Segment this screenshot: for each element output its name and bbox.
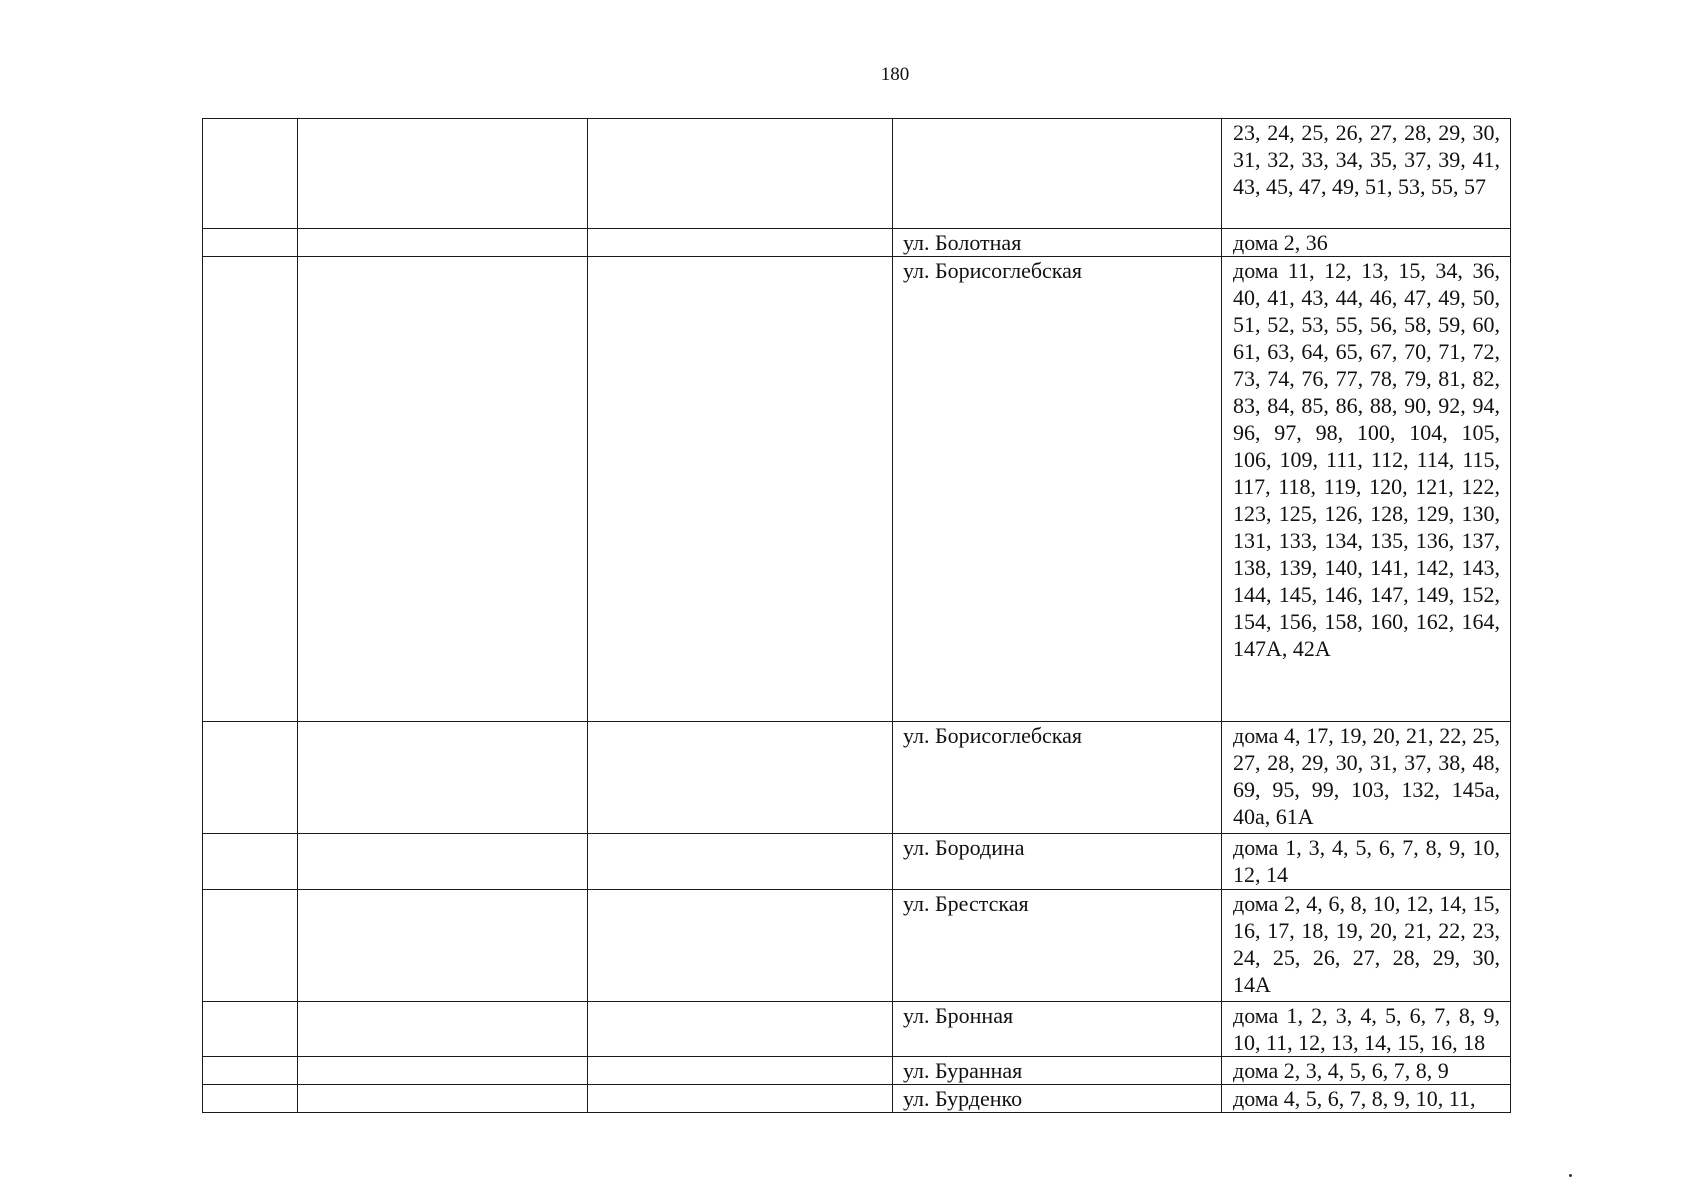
table-cell xyxy=(298,229,588,257)
table-cell xyxy=(588,890,893,1002)
table-cell xyxy=(298,119,588,229)
table-cell xyxy=(588,722,893,834)
houses-cell: дома 11, 12, 13, 15, 34, 36, 40, 41, 43, 44, 46, 47, 49, 50, 51, 52, 53, 55, 56, 58, 59, 60, 61, 63, 64, 65, 67, 70, 71, 72, 73, 74, 76, 77, 78, 79, 81, 82, 83, 84, 85, 86, 88, 90, 92, 94, 96, 97, 98, 100, 104, 105, 106, 109, 111, 112, 114, 115, 117, 118, 119, 120, 121, 122, 123, 125, 126, 128, 129, 130, 131, 133, 134, 135, 136, 137, 138, 139, 140, 141, 142, 143, 144, 145, 146, 147, 149, 152, 154, 156, 158, 160, 162, 164, 147А, 42А xyxy=(1222,257,1511,722)
street-cell: ул. Бородина xyxy=(893,834,1222,890)
table-cell xyxy=(588,229,893,257)
houses-cell: дома 2, 36 xyxy=(1222,229,1511,257)
table-row xyxy=(203,834,1511,890)
table-cell xyxy=(203,119,298,229)
street-cell: ул. Бронная xyxy=(893,1002,1222,1057)
table-cell xyxy=(298,1085,588,1113)
table-cell xyxy=(588,1057,893,1085)
table-row xyxy=(203,1057,1511,1085)
table-row xyxy=(203,229,1511,257)
scan-speck xyxy=(1569,1174,1572,1177)
table-cell xyxy=(588,1085,893,1113)
table-cell xyxy=(588,1002,893,1057)
table-row xyxy=(203,1085,1511,1113)
street-cell: ул. Буранная xyxy=(893,1057,1222,1085)
table-cell xyxy=(298,834,588,890)
houses-cell: 23, 24, 25, 26, 27, 28, 29, 30, 31, 32, 33, 34, 35, 37, 39, 41, 43, 45, 47, 49, 51, 53, 55, 57 xyxy=(1222,119,1511,229)
street-cell: ул. Борисоглебская xyxy=(893,722,1222,834)
table-cell xyxy=(298,257,588,722)
table-cell xyxy=(203,834,298,890)
table-cell xyxy=(203,229,298,257)
table-cell xyxy=(203,890,298,1002)
page-number: 180 xyxy=(880,64,910,85)
table-row xyxy=(203,257,1511,722)
table-cell xyxy=(203,1085,298,1113)
table-cell xyxy=(298,890,588,1002)
table-cell xyxy=(203,1002,298,1057)
street-cell: ул. Брестская xyxy=(893,890,1222,1002)
houses-cell: дома 2, 3, 4, 5, 6, 7, 8, 9 xyxy=(1222,1057,1511,1085)
table-row xyxy=(203,890,1511,1002)
table-cell xyxy=(203,257,298,722)
table-row xyxy=(203,722,1511,834)
table-cell xyxy=(588,257,893,722)
street-cell: ул. Борисоглебская xyxy=(893,257,1222,722)
street-cell xyxy=(893,119,1222,229)
table-row xyxy=(203,1002,1511,1057)
street-cell: ул. Болотная xyxy=(893,229,1222,257)
table-cell xyxy=(298,722,588,834)
street-cell: ул. Бурденко xyxy=(893,1085,1222,1113)
table-cell xyxy=(203,722,298,834)
table-cell xyxy=(588,119,893,229)
table-cell xyxy=(298,1002,588,1057)
table-cell xyxy=(203,1057,298,1085)
houses-cell: дома 4, 17, 19, 20, 21, 22, 25, 27, 28, 29, 30, 31, 37, 38, 48, 69, 95, 99, 103, 132, 145а, 40а, 61А xyxy=(1222,722,1511,834)
address-table xyxy=(202,118,1511,1113)
table-row xyxy=(203,119,1511,229)
houses-cell: дома 1, 3, 4, 5, 6, 7, 8, 9, 10, 12, 14 xyxy=(1222,834,1511,890)
table-cell xyxy=(298,1057,588,1085)
houses-cell: дома 2, 4, 6, 8, 10, 12, 14, 15, 16, 17, 18, 19, 20, 21, 22, 23, 24, 25, 26, 27, 28, 29, 30, 14А xyxy=(1222,890,1511,1002)
table-cell xyxy=(588,834,893,890)
houses-cell: дома 1, 2, 3, 4, 5, 6, 7, 8, 9, 10, 11, 12, 13, 14, 15, 16, 18 xyxy=(1222,1002,1511,1057)
houses-cell: дома 4, 5, 6, 7, 8, 9, 10, 11, xyxy=(1222,1085,1511,1113)
